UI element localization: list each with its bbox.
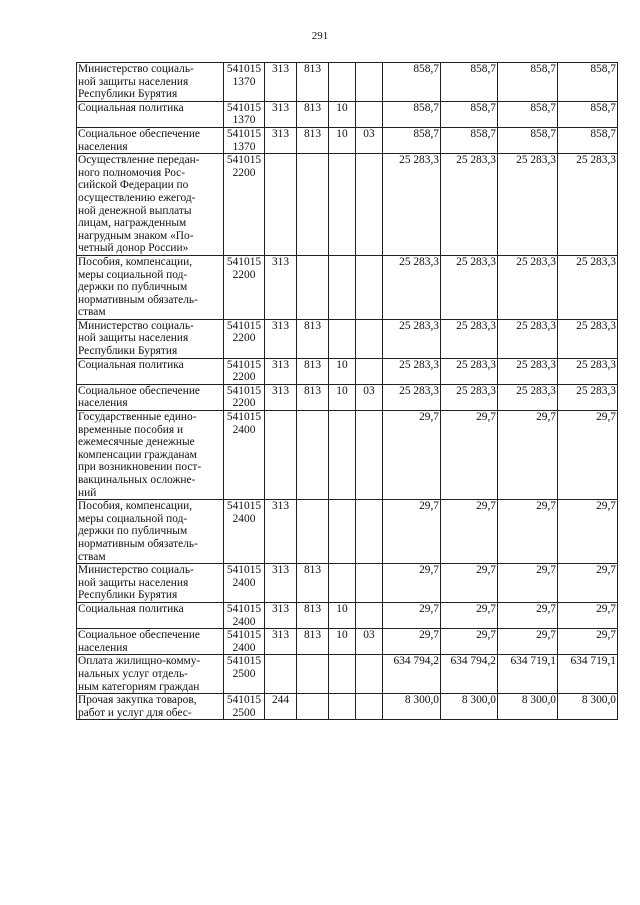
subsection-code-cell [356, 411, 383, 500]
cell-line: ной защиты населения [78, 332, 189, 345]
amount-cell-3: 29,7 [498, 602, 558, 628]
item-name-cell [77, 602, 224, 628]
amount-cell-3: 8 300,0 [498, 694, 558, 720]
target-code-cell [224, 63, 265, 102]
table-row [77, 411, 618, 500]
cell-line: 541015 [226, 101, 262, 114]
subsection-code-cell [356, 500, 383, 564]
item-name-cell [77, 629, 224, 655]
cell-line: 2200 [232, 166, 256, 179]
target-code-cell [224, 319, 265, 358]
table-row [77, 63, 618, 102]
cell-line: 2200 [232, 371, 256, 384]
expense-type-cell: 313 [265, 384, 297, 410]
expense-type-cell: 313 [265, 255, 297, 319]
cell-line: Социальная политика [78, 602, 184, 615]
cell-line: 1370 [232, 140, 256, 153]
item-name-cell [77, 255, 224, 319]
expense-type-cell: 313 [265, 127, 297, 153]
ministry-code-cell: 813 [297, 101, 329, 127]
subsection-code-cell [356, 602, 383, 628]
amount-cell-3: 25 283,3 [498, 255, 558, 319]
item-name-cell [77, 694, 224, 720]
subsection-code-cell: 03 [356, 629, 383, 655]
expense-type-cell: 313 [265, 602, 297, 628]
ministry-code-cell: 813 [297, 63, 329, 102]
expense-type-cell: 313 [265, 629, 297, 655]
cell-line: ствам [78, 550, 106, 563]
amount-cell-2: 25 283,3 [441, 384, 498, 410]
amount-cell-3: 858,7 [498, 127, 558, 153]
cell-line: населения [78, 140, 128, 153]
section-code-cell: 10 [329, 602, 356, 628]
page-number: 291 [311, 30, 329, 42]
subsection-code-cell [356, 319, 383, 358]
expense-type-cell: 313 [265, 101, 297, 127]
cell-line: Министерство социаль- [78, 319, 194, 332]
cell-line: четный донор России» [78, 242, 189, 255]
budget-table [76, 62, 618, 720]
subsection-code-cell [356, 358, 383, 384]
section-code-cell: 10 [329, 629, 356, 655]
amount-cell-1: 858,7 [383, 127, 441, 153]
subsection-code-cell [356, 655, 383, 694]
cell-line: 541015 [226, 384, 262, 397]
cell-line: нальных услуг отдель- [78, 667, 188, 680]
amount-cell-4: 29,7 [558, 602, 618, 628]
target-code-cell [224, 629, 265, 655]
item-name-cell [77, 564, 224, 603]
amount-cell-3: 29,7 [498, 500, 558, 564]
amount-cell-2: 858,7 [441, 63, 498, 102]
table-row [77, 564, 618, 603]
cell-line: 541015 [226, 564, 262, 577]
amount-cell-3: 29,7 [498, 564, 558, 603]
table-row [77, 319, 618, 358]
item-name-cell [77, 101, 224, 127]
subsection-code-cell: 03 [356, 127, 383, 153]
ministry-code-cell: 813 [297, 629, 329, 655]
target-code-cell [224, 564, 265, 603]
amount-cell-4: 25 283,3 [558, 255, 618, 319]
amount-cell-4: 858,7 [558, 127, 618, 153]
cell-line: ного полномочия Рос- [78, 166, 186, 179]
item-name-cell [77, 500, 224, 564]
table-row [77, 602, 618, 628]
cell-line: 541015 [226, 154, 262, 167]
cell-line: Министерство социаль- [78, 63, 194, 75]
amount-cell-1: 29,7 [383, 602, 441, 628]
cell-line: меры социальной под- [78, 512, 188, 525]
amount-cell-2: 29,7 [441, 629, 498, 655]
cell-line: Республики Бурятия [78, 88, 178, 101]
table-row [77, 655, 618, 694]
ministry-code-cell: 813 [297, 358, 329, 384]
target-code-cell [224, 384, 265, 410]
amount-cell-3: 858,7 [498, 63, 558, 102]
amount-cell-1: 25 283,3 [383, 384, 441, 410]
item-name-cell [77, 358, 224, 384]
ministry-code-cell [297, 500, 329, 564]
cell-line: 541015 [226, 500, 262, 513]
cell-line: 2400 [232, 641, 256, 654]
cell-line: 1370 [232, 114, 256, 127]
amount-cell-1: 25 283,3 [383, 154, 441, 256]
target-code-cell [224, 101, 265, 127]
amount-cell-4: 858,7 [558, 63, 618, 102]
amount-cell-1: 25 283,3 [383, 255, 441, 319]
cell-line: 541015 [226, 629, 262, 642]
amount-cell-1: 8 300,0 [383, 694, 441, 720]
cell-line: Социальное обеспечение [78, 127, 200, 140]
amount-cell-3: 25 283,3 [498, 358, 558, 384]
cell-line: Государственные едино- [78, 411, 197, 424]
table-row [77, 154, 618, 256]
cell-line: 2500 [232, 706, 256, 719]
cell-line: Оплата жилищно-комму- [78, 655, 201, 668]
section-code-cell [329, 154, 356, 256]
cell-line: 541015 [226, 655, 262, 668]
cell-line: держки по публичным [78, 525, 188, 538]
cell-line: лицам, награжденным [78, 217, 187, 230]
cell-line: при возникновении пост- [78, 461, 202, 474]
target-code-cell [224, 655, 265, 694]
amount-cell-3: 25 283,3 [498, 319, 558, 358]
cell-line: 541015 [226, 411, 262, 424]
target-code-cell [224, 358, 265, 384]
target-code-cell [224, 255, 265, 319]
amount-cell-4: 25 283,3 [558, 384, 618, 410]
amount-cell-1: 29,7 [383, 500, 441, 564]
cell-line: 541015 [226, 319, 262, 332]
subsection-code-cell [356, 63, 383, 102]
ministry-code-cell: 813 [297, 384, 329, 410]
amount-cell-4: 29,7 [558, 411, 618, 500]
cell-line: 2200 [232, 332, 256, 345]
amount-cell-2: 29,7 [441, 411, 498, 500]
expense-type-cell: 313 [265, 500, 297, 564]
amount-cell-3: 25 283,3 [498, 384, 558, 410]
amount-cell-1: 29,7 [383, 411, 441, 500]
table-row [77, 127, 618, 153]
cell-line: Социальная политика [78, 101, 184, 114]
cell-line: 541015 [226, 602, 262, 615]
cell-line: 2200 [232, 268, 256, 281]
expense-type-cell [265, 411, 297, 500]
cell-line: Республики Бурятия [78, 589, 178, 602]
cell-line: вакцинальных осложне- [78, 474, 196, 486]
subsection-code-cell [356, 154, 383, 256]
amount-cell-2: 25 283,3 [441, 255, 498, 319]
expense-type-cell: 244 [265, 694, 297, 720]
item-name-cell [77, 319, 224, 358]
ministry-code-cell: 813 [297, 127, 329, 153]
cell-line: 541015 [226, 694, 262, 707]
amount-cell-2: 25 283,3 [441, 319, 498, 358]
cell-line: ной защиты населения [78, 75, 189, 88]
section-code-cell [329, 500, 356, 564]
amount-cell-3: 29,7 [498, 629, 558, 655]
table-row [77, 629, 618, 655]
subsection-code-cell [356, 694, 383, 720]
cell-line: меры социальной под- [78, 268, 188, 281]
section-code-cell: 10 [329, 384, 356, 410]
cell-line: 2400 [232, 423, 256, 436]
cell-line: компенсации гражданам [78, 448, 197, 461]
subsection-code-cell: 03 [356, 384, 383, 410]
amount-cell-1: 25 283,3 [383, 358, 441, 384]
amount-cell-4: 29,7 [558, 564, 618, 603]
item-name-cell [77, 63, 224, 102]
cell-line: нормативным обязатель- [78, 293, 198, 306]
amount-cell-1: 25 283,3 [383, 319, 441, 358]
ministry-code-cell: 813 [297, 564, 329, 603]
amount-cell-3: 29,7 [498, 411, 558, 500]
ministry-code-cell [297, 411, 329, 500]
target-code-cell [224, 602, 265, 628]
cell-line: ствам [78, 306, 106, 319]
cell-line: осуществлению ежегод- [78, 191, 196, 204]
amount-cell-1: 858,7 [383, 63, 441, 102]
cell-line: сийской Федерации по [78, 179, 189, 192]
cell-line: 2400 [232, 615, 256, 628]
amount-cell-4: 29,7 [558, 629, 618, 655]
item-name-cell [77, 384, 224, 410]
cell-line: ным категориям граждан [78, 680, 200, 693]
subsection-code-cell [356, 255, 383, 319]
target-code-cell [224, 411, 265, 500]
amount-cell-3: 25 283,3 [498, 154, 558, 256]
cell-line: населения [78, 397, 128, 410]
amount-cell-2: 25 283,3 [441, 358, 498, 384]
section-code-cell: 10 [329, 101, 356, 127]
amount-cell-4: 25 283,3 [558, 154, 618, 256]
cell-line: Министерство социаль- [78, 564, 194, 577]
amount-cell-4: 858,7 [558, 101, 618, 127]
cell-line: нормативным обязатель- [78, 537, 198, 550]
cell-line: 1370 [232, 75, 256, 88]
expense-type-cell: 313 [265, 564, 297, 603]
table-row [77, 101, 618, 127]
section-code-cell: 10 [329, 127, 356, 153]
expense-type-cell: 313 [265, 358, 297, 384]
cell-line: Социальное обеспечение [78, 384, 200, 397]
ministry-code-cell [297, 255, 329, 319]
cell-line: 2400 [232, 576, 256, 589]
cell-line: держки по публичным [78, 281, 188, 294]
budget-table-body [77, 63, 618, 720]
ministry-code-cell [297, 694, 329, 720]
amount-cell-3: 858,7 [498, 101, 558, 127]
target-code-cell [224, 154, 265, 256]
amount-cell-4: 25 283,3 [558, 319, 618, 358]
ministry-code-cell: 813 [297, 319, 329, 358]
cell-line: ний [78, 486, 97, 499]
amount-cell-1: 634 794,2 [383, 655, 441, 694]
subsection-code-cell [356, 101, 383, 127]
section-code-cell [329, 319, 356, 358]
expense-type-cell [265, 655, 297, 694]
amount-cell-2: 634 794,2 [441, 655, 498, 694]
amount-cell-2: 25 283,3 [441, 154, 498, 256]
cell-line: Прочая закупка товаров, [78, 694, 197, 707]
section-code-cell [329, 63, 356, 102]
ministry-code-cell [297, 655, 329, 694]
amount-cell-3: 634 719,1 [498, 655, 558, 694]
target-code-cell [224, 500, 265, 564]
cell-line: 541015 [226, 255, 262, 268]
section-code-cell [329, 655, 356, 694]
cell-line: нагрудным знаком «По- [78, 229, 194, 242]
table-row [77, 500, 618, 564]
expense-type-cell: 313 [265, 319, 297, 358]
expense-type-cell [265, 154, 297, 256]
cell-line: 2500 [232, 667, 256, 680]
cell-line: 541015 [226, 63, 262, 75]
expense-type-cell: 313 [265, 63, 297, 102]
cell-line: населения [78, 641, 128, 654]
cell-line: 2200 [232, 397, 256, 410]
table-row [77, 694, 618, 720]
target-code-cell [224, 127, 265, 153]
amount-cell-4: 8 300,0 [558, 694, 618, 720]
table-row [77, 358, 618, 384]
amount-cell-2: 29,7 [441, 564, 498, 603]
cell-line: ной денежной выплаты [78, 204, 192, 217]
item-name-cell [77, 411, 224, 500]
subsection-code-cell [356, 564, 383, 603]
amount-cell-1: 29,7 [383, 564, 441, 603]
amount-cell-1: 29,7 [383, 629, 441, 655]
table-row [77, 384, 618, 410]
section-code-cell: 10 [329, 358, 356, 384]
cell-line: Пособия, компенсации, [78, 255, 193, 268]
cell-line: Социальное обеспечение [78, 629, 200, 642]
section-code-cell [329, 255, 356, 319]
section-code-cell [329, 694, 356, 720]
ministry-code-cell [297, 154, 329, 256]
amount-cell-2: 858,7 [441, 101, 498, 127]
amount-cell-4: 29,7 [558, 500, 618, 564]
cell-line: 2400 [232, 512, 256, 525]
item-name-cell [77, 154, 224, 256]
table-row [77, 255, 618, 319]
cell-line: Осуществление передан- [78, 154, 200, 167]
section-code-cell [329, 564, 356, 603]
cell-line: ной защиты населения [78, 576, 189, 589]
cell-line: временные пособия и [78, 423, 184, 436]
section-code-cell [329, 411, 356, 500]
cell-line: Социальная политика [78, 358, 184, 371]
amount-cell-2: 29,7 [441, 602, 498, 628]
cell-line: 541015 [226, 127, 262, 140]
cell-line: Республики Бурятия [78, 345, 178, 358]
amount-cell-4: 634 719,1 [558, 655, 618, 694]
target-code-cell [224, 694, 265, 720]
ministry-code-cell: 813 [297, 602, 329, 628]
cell-line: работ и услуг для обес- [78, 706, 192, 719]
item-name-cell [77, 655, 224, 694]
cell-line: ежемесячные денежные [78, 436, 195, 449]
amount-cell-4: 25 283,3 [558, 358, 618, 384]
item-name-cell [77, 127, 224, 153]
cell-line: Пособия, компенсации, [78, 500, 193, 513]
amount-cell-2: 8 300,0 [441, 694, 498, 720]
amount-cell-1: 858,7 [383, 101, 441, 127]
cell-line: 541015 [226, 358, 262, 371]
amount-cell-2: 858,7 [441, 127, 498, 153]
amount-cell-2: 29,7 [441, 500, 498, 564]
